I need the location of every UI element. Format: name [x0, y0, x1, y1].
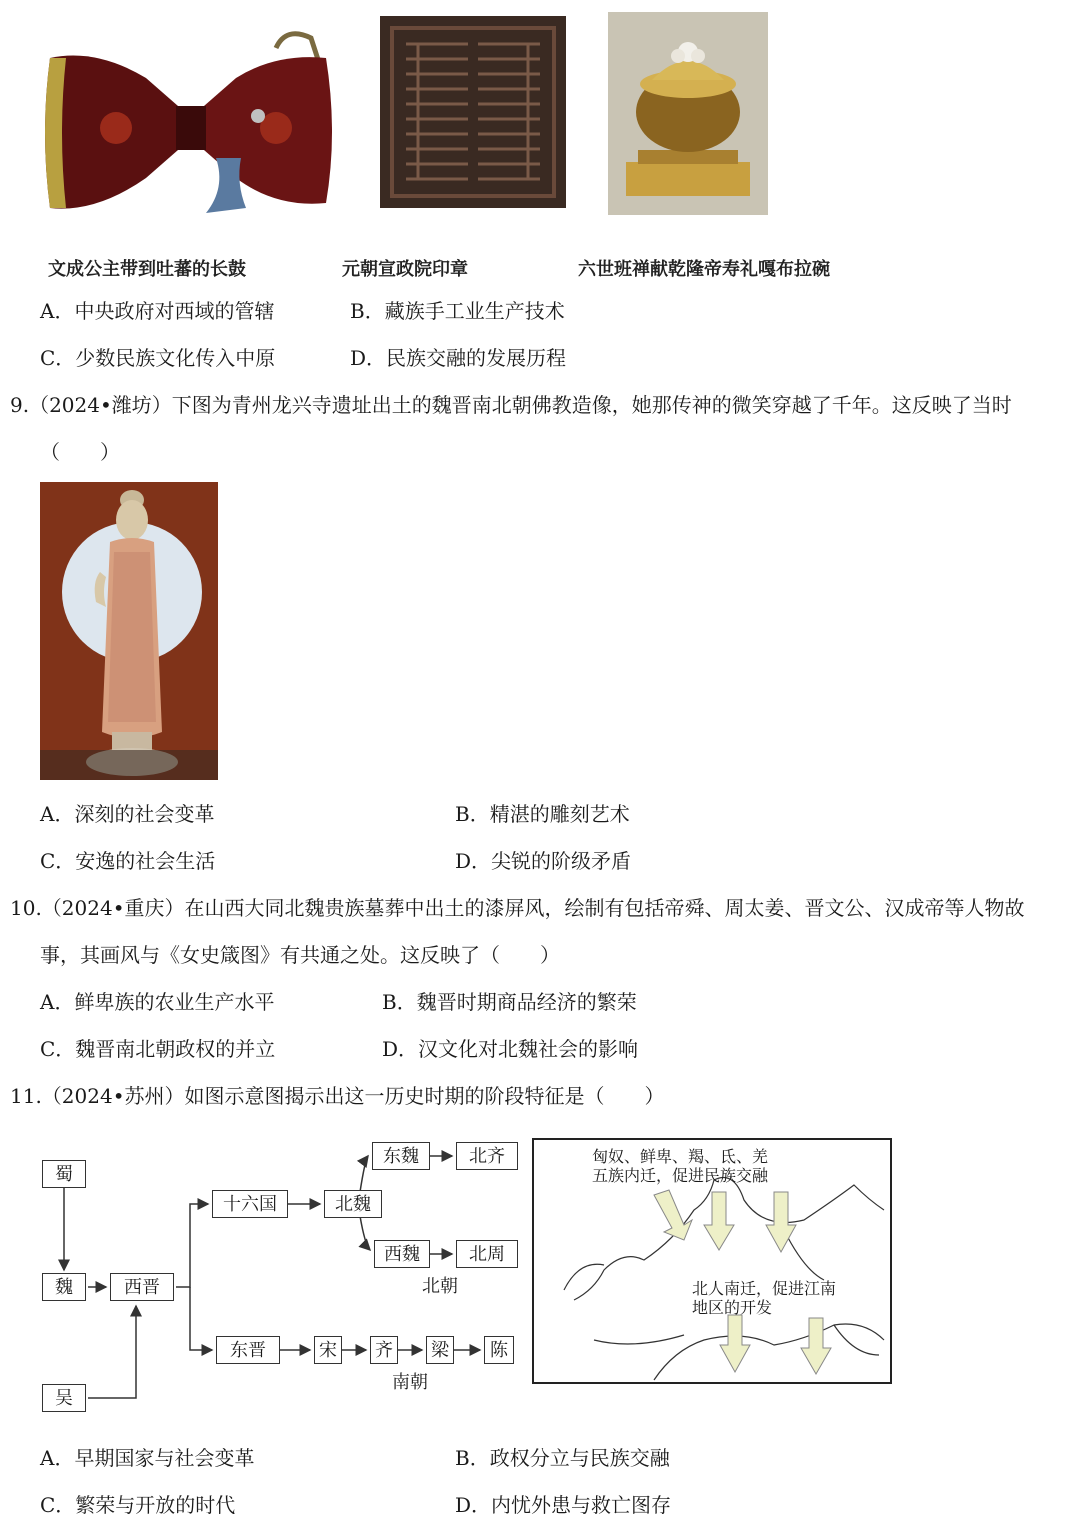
map-note-migration-line2: 五族内迁，促进民族交融 [592, 1166, 769, 1185]
q10-stem: 10.（2024•重庆）在山西大同北魏贵族墓葬中出土的漆屏风，绘制有包括帝舜、周太姜、晋文公、汉成帝等人物故 [10, 896, 1025, 920]
q9-option-d[interactable]: D．尖锐的阶级矛盾 [455, 849, 632, 873]
box-qi: 齐 [370, 1336, 398, 1364]
box-sixteen-kingdoms: 十六国 [212, 1190, 288, 1218]
q9-stem-blank: （ ） [40, 440, 120, 464]
caption-seal: 元朝宣政院印章 [342, 259, 468, 280]
migration-map [532, 1138, 892, 1384]
box-dongjin: 东晋 [216, 1336, 280, 1364]
box-shu: 蜀 [42, 1160, 86, 1188]
box-beizhou: 北周 [456, 1240, 518, 1268]
box-beiwei: 北魏 [324, 1190, 382, 1218]
q9-option-a[interactable]: A．深刻的社会变革 [40, 802, 215, 826]
box-wu: 吴 [42, 1384, 86, 1412]
q10-option-a[interactable]: A．鲜卑族的农业生产水平 [40, 990, 275, 1014]
caption-bowl: 六世班禅献乾隆帝寿礼嘎布拉碗 [578, 259, 830, 280]
q9-stem: 9.（2024•潍坊）下图为青州龙兴寺遗址出土的魏晋南北朝佛教造像，她那传神的微笑穿越了千年。这反映了当时 [10, 393, 1012, 417]
q10-stem-cont: 事，其画风与《女史箴图》有共通之处。这反映了（ ） [40, 943, 560, 967]
box-chen: 陈 [484, 1336, 514, 1364]
map-note-south-line1: 北人南迁，促进江南 [692, 1279, 837, 1298]
q11-option-a[interactable]: A．早期国家与社会变革 [40, 1446, 255, 1470]
dynasty-flow-diagram [30, 1130, 530, 1430]
drum-image [36, 18, 346, 238]
q8-option-a[interactable]: A．中央政府对西域的管辖 [40, 299, 275, 323]
buddha-statue-image [40, 482, 218, 780]
label-beichao: 北朝 [422, 1276, 458, 1297]
box-dongwei: 东魏 [372, 1142, 430, 1170]
box-song: 宋 [314, 1336, 342, 1364]
q10-option-c[interactable]: C．魏晋南北朝政权的并立 [40, 1037, 276, 1061]
q10-option-b[interactable]: B．魏晋时期商品经济的繁荣 [382, 990, 637, 1014]
q11-option-c[interactable]: C．繁荣与开放的时代 [40, 1493, 236, 1517]
q8-option-b[interactable]: B．藏族手工业生产技术 [350, 299, 565, 323]
q11-option-b[interactable]: B．政权分立与民族交融 [455, 1446, 670, 1470]
map-note-south-line2: 地区的开发 [692, 1298, 773, 1317]
caption-drum: 文成公主带到吐蕃的长鼓 [48, 259, 246, 280]
map-note-migration-line1: 匈奴、鲜卑、羯、氐、羌 [592, 1147, 769, 1166]
q11-stem: 11.（2024•苏州）如图示意图揭示出这一历史时期的阶段特征是（ ） [10, 1084, 665, 1108]
box-xijin: 西晋 [110, 1273, 174, 1301]
q8-option-c[interactable]: C．少数民族文化传入中原 [40, 346, 276, 370]
q8-option-d[interactable]: D．民族交融的发展历程 [350, 346, 567, 370]
bowl-image [608, 12, 768, 215]
label-nanchao: 南朝 [392, 1372, 428, 1393]
q10-option-d[interactable]: D．汉文化对北魏社会的影响 [382, 1037, 639, 1061]
box-xiwei: 西魏 [374, 1240, 430, 1268]
box-wei: 魏 [42, 1273, 86, 1301]
q11-option-d[interactable]: D．内忧外患与救亡图存 [455, 1493, 672, 1517]
box-beiqi: 北齐 [456, 1142, 518, 1170]
box-liang: 梁 [426, 1336, 454, 1364]
q9-option-b[interactable]: B．精湛的雕刻艺术 [455, 802, 630, 826]
seal-image [378, 14, 568, 210]
q9-option-c[interactable]: C．安逸的社会生活 [40, 849, 216, 873]
